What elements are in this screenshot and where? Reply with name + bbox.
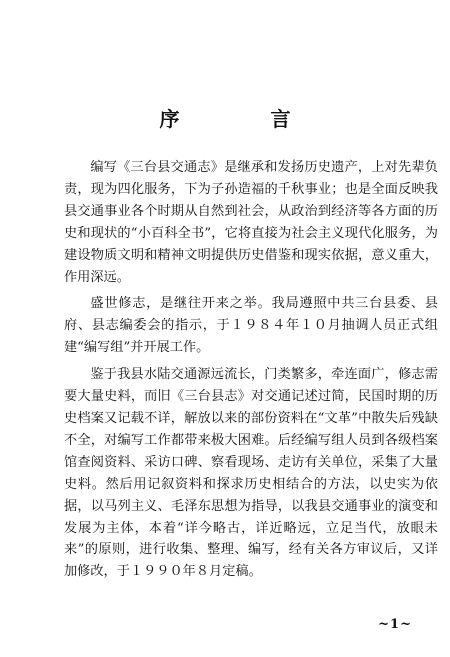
- paragraph-3: 鉴于我县水陆交通源远流长，门类繁多，牵连面广，修志需要大量史料，而旧《三台县志》对交通记述过简，民国时期的历史档案又记载不详，解放以来的部份资料在“文革”中散失后残缺不全，对编写工作都带来极大困难。后经编写组人员到各级档案馆查阅资料、采访口碑、察看现场、走访有关单位，采集了大量史料。然后用记叙资料和探求历史相结合的方法，以史实为依据，以马列主义、毛泽东思想为指导，以我县交通事业的演变和发展为主体，本着“详今略古，详近略远，立足当代，放眼未来”的原则，进行收集、整理、编写，经有关各方审议后，又详加修改，于１９９０年８月定稿。: [64, 367, 438, 580]
- page-title: 序 言: [159, 107, 333, 131]
- preface-body: [64, 157, 438, 588]
- paragraph-2: 盛世修志，是继往开来之举。我局遵照中共三台县委、县府、县志编委会的指示，于１９８４年１０月抽调人员正式组建“编写组”并开展工作。: [64, 296, 438, 356]
- paragraph-1: 编写《三台县交通志》是继承和发扬历史遗产，上对先辈负责，现为四化服务，下为子孙造福的千秋事业；也是全面反映我县交通事业各个时期从自然到社会，从政治到经济等各方面的历史和现状的“小百科全书”，它将直接为社会主义现代化服务，为建设物质文明和精神文明提供历史借鉴和现实依据，意义重大，作用深远。: [64, 160, 438, 285]
- page-number: ~1~: [378, 617, 412, 632]
